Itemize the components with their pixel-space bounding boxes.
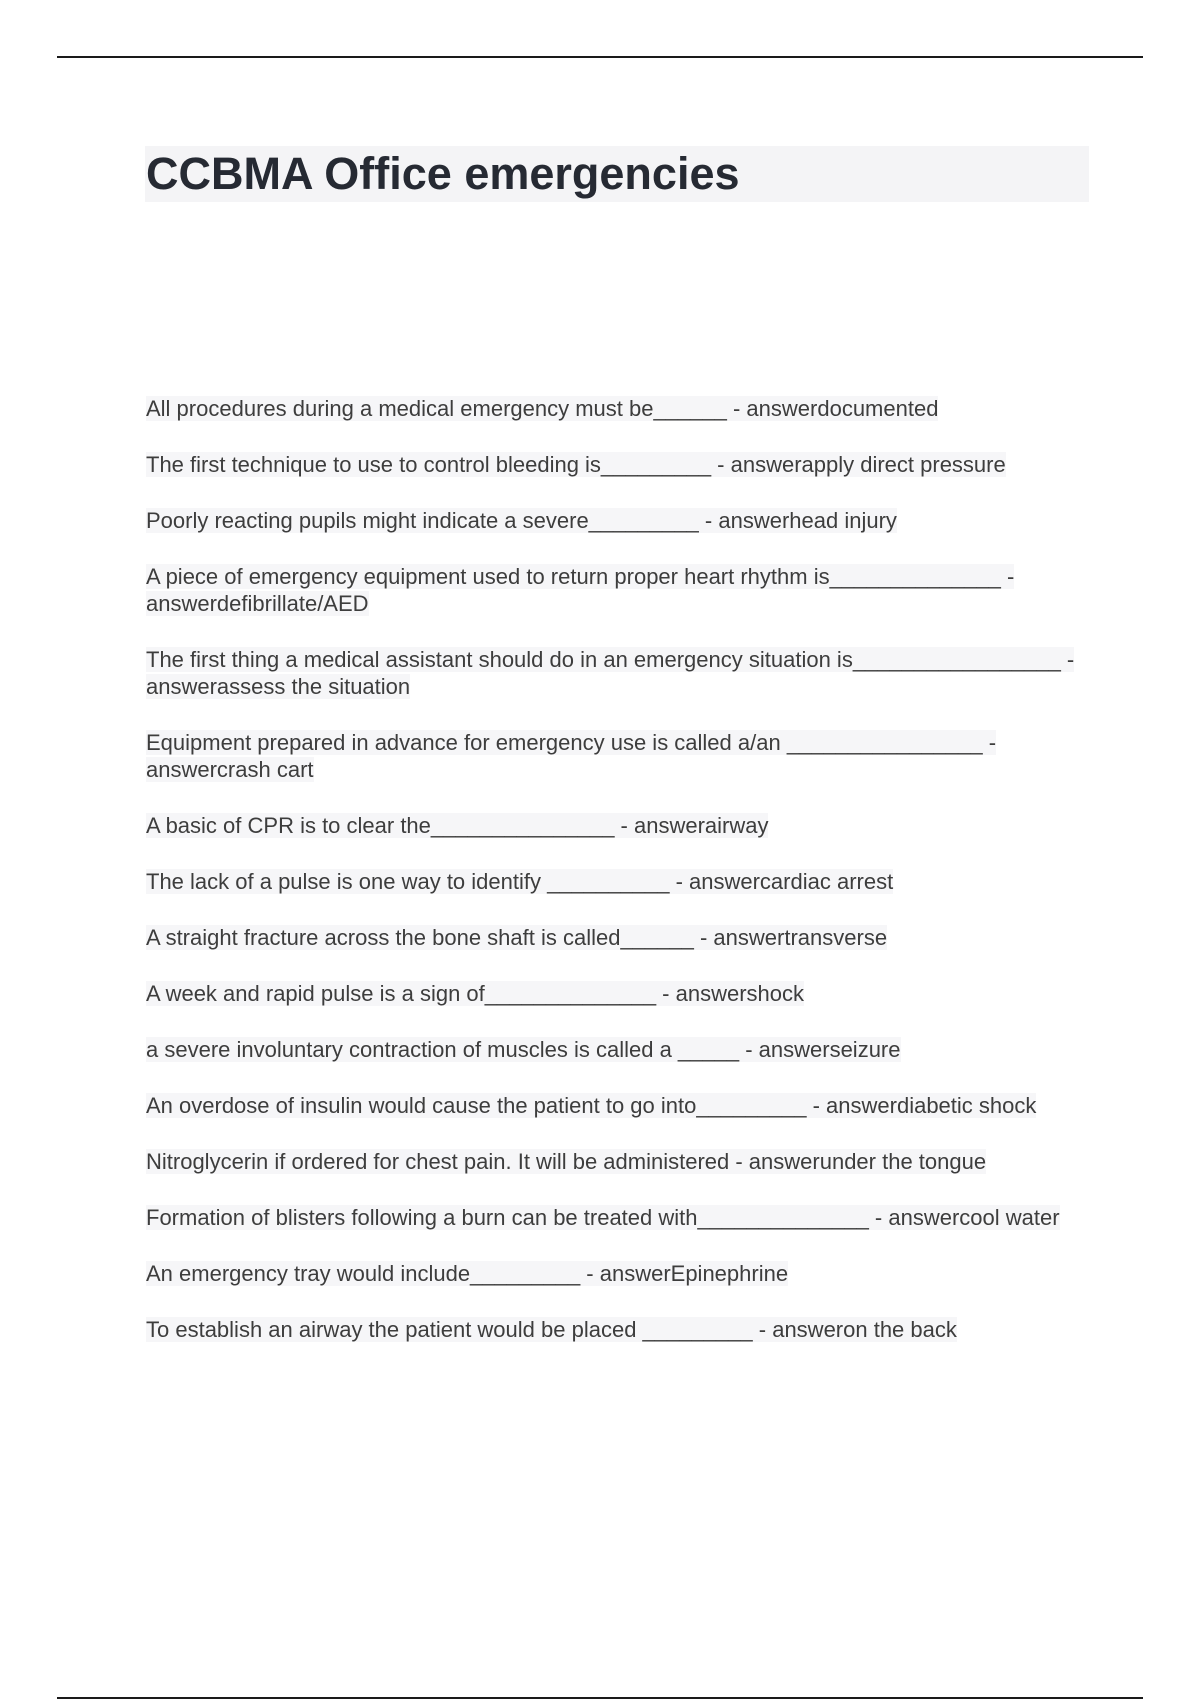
qa-text: A week and rapid pulse is a sign of______________ - answershock: [146, 981, 805, 1006]
qa-text: An emergency tray would include_________ - answerEpinephrine: [146, 1261, 789, 1286]
qa-item-3: [146, 507, 1090, 534]
qa-text: To establish an airway the patient would be placed _________ - answeron the back: [146, 1317, 957, 1342]
qa-item-1: [146, 395, 1090, 422]
qa-item-11: [146, 1036, 1090, 1063]
qa-text: An overdose of insulin would cause the patient to go into_________ - answerdiabetic shock: [146, 1093, 1037, 1118]
qa-text: The lack of a pulse is one way to identify __________ - answercardiac arrest: [146, 869, 894, 894]
qa-item-10: [146, 980, 1090, 1007]
qa-item-9: [146, 924, 1090, 951]
qa-text: Equipment prepared in advance for emergency use is called a/an ________________ - answercrash cart: [146, 730, 997, 782]
qa-item-14: [146, 1204, 1090, 1231]
qa-text: A piece of emergency equipment used to return proper heart rhythm is______________ - answerdefibrillate/AED: [146, 564, 1015, 616]
qa-text: The first thing a medical assistant should do in an emergency situation is_________________ - answerassess the situation: [146, 647, 1075, 699]
qa-item-5: [146, 646, 1090, 700]
qa-text: a severe involuntary contraction of muscles is called a _____ - answerseizure: [146, 1037, 901, 1062]
qa-item-6: [146, 729, 1090, 783]
qa-text: All procedures during a medical emergency must be______ - answerdocumented: [146, 396, 939, 421]
qa-item-15: [146, 1260, 1090, 1287]
qa-text: Formation of blisters following a burn can be treated with______________ - answercool water: [146, 1205, 1060, 1230]
qa-item-7: [146, 812, 1090, 839]
qa-item-13: [146, 1148, 1090, 1175]
document-title: CCBMA Office emergencies: [146, 148, 740, 199]
qa-item-8: [146, 868, 1090, 895]
qa-text: A straight fracture across the bone shaft is called______ - answertransverse: [146, 925, 888, 950]
qa-item-12: [146, 1092, 1090, 1119]
qa-item-4: [146, 563, 1090, 617]
qa-item-2: [146, 451, 1090, 478]
bottom-divider: [57, 1697, 1143, 1699]
qa-text: Nitroglycerin if ordered for chest pain. It will be administered - answerunder the tongue: [146, 1149, 987, 1174]
question-answer-list: [146, 395, 1090, 1372]
qa-text: A basic of CPR is to clear the_______________ - answerairway: [146, 813, 769, 838]
qa-item-16: [146, 1316, 1090, 1343]
qa-text: Poorly reacting pupils might indicate a severe_________ - answerhead injury: [146, 508, 897, 533]
top-divider: [57, 56, 1143, 58]
qa-text: The first technique to use to control bleeding is_________ - answerapply direct pressure: [146, 452, 1006, 477]
